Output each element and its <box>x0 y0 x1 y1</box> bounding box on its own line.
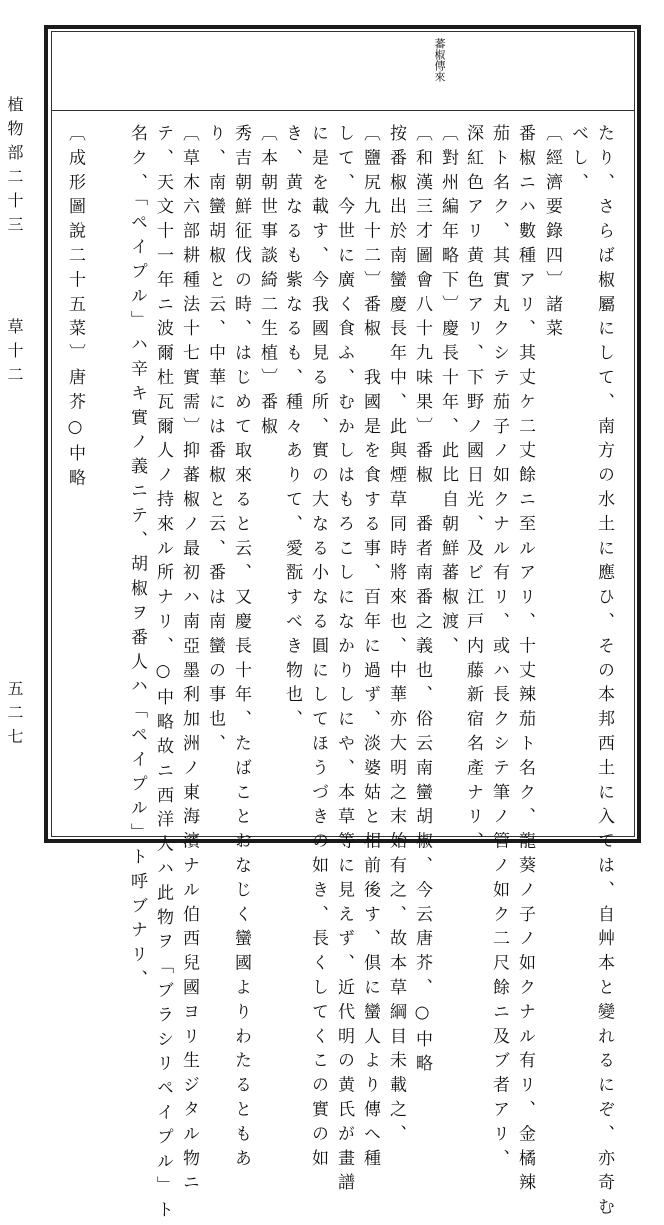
headnote: 蕃椒傳來 <box>433 38 446 82</box>
text-column: 〔成形圖說二十五菜〕唐芥○中略 <box>65 124 85 493</box>
text-column: 番椒ニハ數種アリ、其丈ケ二丈餘ニ至ルアリ、十丈辣茄ト名ク、龍葵ノ子ノ如クナル有リ、金橘辣 <box>515 124 535 1198</box>
text-column: に是を載す、今我國見る所、實の大なる小なる圓にしてほうづきの如き、長くしてくこの實の如 <box>308 124 328 1174</box>
margin-section: 植物部二十三 <box>5 96 24 240</box>
text-column: 名ク、「ペイプル」ハ辛キ實ノ義ニテ、胡椒ヲ番人ハ「ペイプル」ト呼ブナリ、 <box>127 124 147 994</box>
text-column: して、今世に廣く食ふ、むかしはもろこしになかりしにや、本草等に見えず、近代明の黄氏が畫譜 <box>334 124 354 1198</box>
text-column: テ、天文十一年ニ波爾杜瓦爾人ノ持來ル所ナリ、○中略故ニ西洋人ハ此物ヲ「ブラシリペイプル」ト <box>153 124 173 1225</box>
headnote-divider <box>52 110 634 111</box>
text-column: 〔經濟要錄四〕諸菜 <box>542 124 562 344</box>
text-column: 〔本朝世事談綺二生植〕番椒 <box>257 124 277 442</box>
text-column: 茄ト名ク、其實丸クシテ茄子ノ如クナル有リ、或ハ長クシテ筆ノ管ノ如ク二尺餘ニ及ブ者アリ、 <box>489 124 509 1174</box>
text-column: き、黄なるも紫なるも、種々ありて、愛翫すべき物也、 <box>282 124 302 734</box>
text-column: 按番椒出於南蠻慶長年中、此與煙草同時將來也、中華亦大明之末始有之、故本草綱目未載之、 <box>386 124 406 1149</box>
text-column: 〔草木六部耕種法十七實需〕抑蕃椒ノ最初ハ南亞墨利加洲ノ東海濱ナル伯西兒國ヨリ生ジタル物ニ <box>179 124 199 1198</box>
text-column: 〔對州編年略下〕慶長十年、此比自朝鮮蕃椒渡、 <box>438 124 458 661</box>
text-column: 〔鹽尻九十二〕番椒 我國是を食する事、百年に過ず、淡婆姑と相前後す、倶に蠻人より傳へ種 <box>360 124 380 1174</box>
text-column: べし、 <box>568 124 588 198</box>
margin-page-number: 五二七 <box>5 680 24 752</box>
text-column: たり、さらば椒屬にして、南方の水土に應ひ、その本邦西土に入ては、自艸本と變れるにぞ、亦奇む <box>594 124 614 1222</box>
text-column: 深紅色アリ黄色アリ、下野ノ國日光、及ビ江戸内藤新宿名產ナリ、 <box>463 124 483 856</box>
margin-chapter: 草十二 <box>5 318 24 390</box>
text-column: り、南蠻胡椒と云、中華には番椒と云、番は南蠻の事也、 <box>205 124 225 759</box>
text-column: 〔和漢三才圖會八十九味果〕番椒 番者南番之義也、俗云南蠻胡椒、今云唐芥、○中略 <box>412 124 432 1079</box>
text-column: 秀吉朝鮮征伐の時、はじめて取來ると云、又慶長十年、たばことおなじく蠻國よりわたるともあ <box>231 124 251 1174</box>
